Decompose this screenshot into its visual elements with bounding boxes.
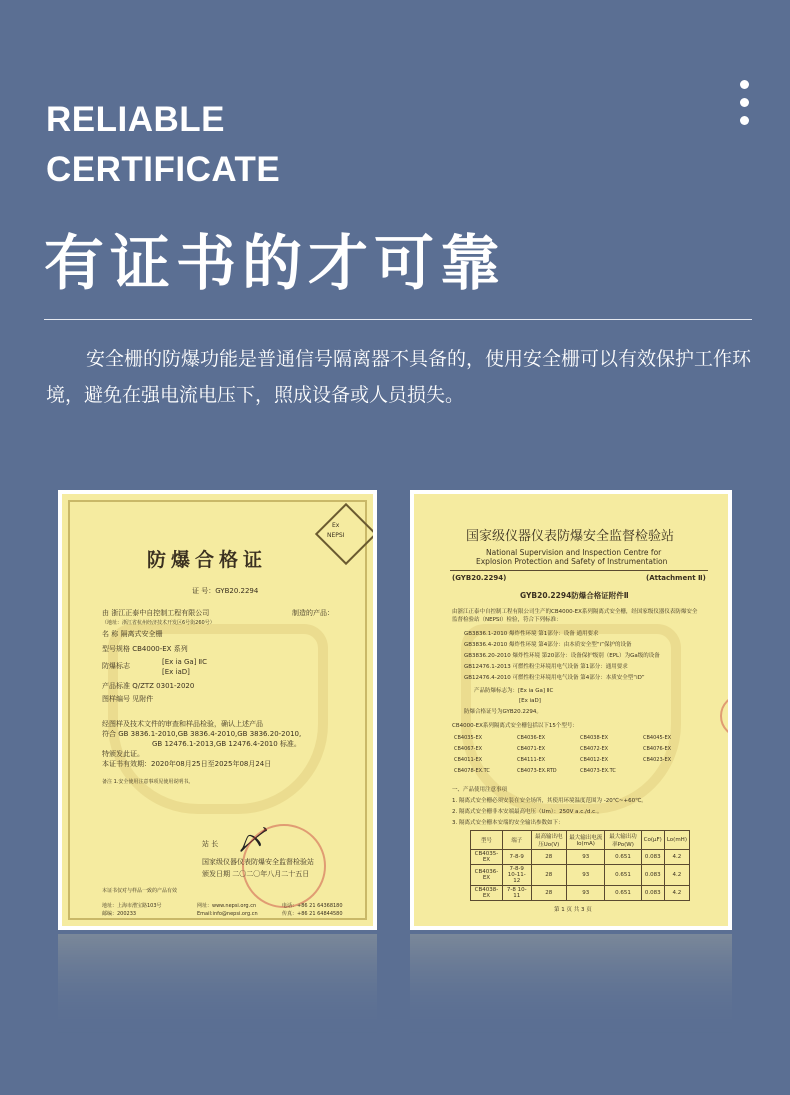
cert2-std-2: GB3836.4-2010 爆炸性环境 第4部分：由本质安全型“i”保护的设备 (464, 642, 632, 648)
cert1-address: （地址：浙江省杭州经济技术开发区6号街260号） (102, 620, 215, 626)
cert1-mark-label: 防爆标志 (102, 662, 130, 670)
table-cell: 7-8-9 (502, 850, 531, 865)
table-cell: 4.2 (664, 850, 689, 865)
table-header-cell: Lo(mH) (664, 831, 689, 850)
model-item: CB4012-EX (580, 757, 609, 763)
divider (44, 319, 752, 320)
table-cell: 93 (567, 886, 605, 901)
signature-icon: 〆 (237, 824, 266, 857)
cert2-title-en-1: National Supervision and Inspection Centre for (486, 548, 662, 557)
cert2-cert-line: 防爆合格证号为GYB20.2294。 (464, 709, 542, 715)
cert2-std-4: GB12476.1-2013 可燃性粉尘环境用电气设备 第1部分：通用要求 (464, 664, 628, 670)
description: 安全栅的防爆功能是普通信号隔离器不具备的，使用安全栅可以有效保护工作环境，避免在强电流电压下，照成设备或人员损失。 (46, 348, 752, 406)
cert1-mark-1: [Ex ia Ga] ⅡC (162, 658, 207, 666)
cert2-usage-title: 一、产品使用注意事项 (452, 787, 508, 793)
cert1-mark-2: [Ex iaD] (162, 668, 190, 676)
certificate-image-2 (410, 490, 732, 930)
table-cell: 28 (531, 865, 566, 886)
cert2-title-cn: 国家级仪器仪表防爆安全监督检验站 (466, 529, 675, 544)
page-title-cn: 有证书的才可靠 (44, 229, 506, 299)
cert2-std-3: GB3836.20-2010 爆炸性环境 第20部分：设备保护级别（EPL）为Ga级的设备 (464, 653, 660, 659)
cert1-postcode: 邮编：200233 (102, 911, 137, 917)
model-item: CB4076-EX (643, 746, 672, 752)
table-cell: 0.083 (641, 850, 664, 865)
table-cell: 0.083 (641, 886, 664, 901)
model-item: CB4073-EX.RTD (517, 768, 557, 774)
logo-ex: Ex (332, 522, 340, 529)
cert1-text-1: 经图样及技术文件的审查和样品检验，确认上述产品 (102, 720, 263, 728)
cert1-number: 证 号：GYB20.2294 (192, 587, 259, 595)
model-item: CB4045-EX (643, 735, 672, 741)
table-header-cell: 端子 (502, 831, 531, 850)
cert1-text-3: GB 12476.1-2013,GB 12476.4-2010 标准。 (152, 740, 301, 748)
logo-text: NEPSI (327, 532, 345, 539)
table-row (471, 886, 690, 901)
cert1-station-head: 站 长 (202, 840, 219, 848)
cert2-models-intro: CB4000-EX系列隔离式安全栅包括以下15个型号： (452, 723, 578, 729)
reflection-2 (410, 934, 732, 1034)
cert2-usage-1: 1. 隔离式安全栅必须安装在安全场所，其使用环境温度范围为 -20℃~+60℃。 (452, 798, 647, 804)
cert1-text-4: 特颁发此证。 (102, 750, 144, 758)
table-header-cell: 最大输出电流Io(mA) (567, 831, 605, 850)
model-item: CB4011-EX (454, 757, 483, 763)
cert2-attachment: (Attachment Ⅱ) (646, 574, 706, 582)
more-menu-icon[interactable] (738, 80, 752, 134)
cert2-marking-2: [Ex iaD] (519, 698, 541, 704)
table-cell: 0.651 (605, 886, 641, 901)
table-cell: 0.651 (605, 850, 641, 865)
certificate-image-1 (58, 490, 377, 930)
table-row (471, 865, 690, 886)
cert1-fax: 传真：+86 21 64844580 (282, 911, 343, 917)
cert1-standard: 产品标准 Q/ZTZ 0301-2020 (102, 682, 195, 690)
model-item: CB4067-EX (454, 746, 483, 752)
cert1-website: 网址：www.nepsi.org.cn (197, 903, 257, 909)
cert1-issue-date: 颁发日期 二〇二〇年八月二十五日 (202, 870, 310, 878)
table-cell: 0.651 (605, 865, 641, 886)
model-item: CB4023-EX (643, 757, 672, 763)
cert1-name: 名 称 隔离式安全栅 (102, 630, 163, 638)
table-cell: 93 (567, 865, 605, 886)
cert1-maker: 由 浙江正泰中自控制工程有限公司 (102, 609, 210, 617)
model-item: CB4073-EX.TC (580, 768, 616, 774)
cert1-product-label: 制造的产品： (292, 609, 334, 617)
reflection-1 (58, 934, 377, 1034)
cert2-std-1: GB3836.1-2010 爆炸性环境 第1部分：设备 通用要求 (464, 631, 599, 637)
table-header-cell: 型号 (471, 831, 503, 850)
model-item: CB4078-EX.TC (454, 768, 490, 774)
cert1-validity: 本证书有效期：2020年08月25日至2025年08月24日 (102, 760, 272, 768)
cert1-notes: 备注 1.安全使用注意事项见使用说明书。 (102, 779, 194, 785)
cert2-intro: 由浙江正泰中自控制工程有限公司生产的CB4000-EX系列隔离式安全栅，经国家级仪器仪表防爆安全监督检验站（NEPSI）检验，符合下列标准： (452, 609, 698, 623)
edge-stamp-icon (720, 694, 732, 738)
table-row (471, 850, 690, 865)
page-title-en (46, 95, 280, 195)
model-item: CB4036-EX (517, 735, 546, 741)
cert1-drawing: 图样编号 见附件 (102, 695, 154, 703)
model-item: CB4071-EX (517, 746, 546, 752)
table-cell: 28 (531, 886, 566, 901)
table-cell: 93 (567, 850, 605, 865)
cert1-title: 防爆合格证 (147, 549, 268, 571)
cert2-usage-2: 2. 隔离式安全栅非本安端最高电压（Um）：250V a.c./d.c.。 (452, 809, 603, 815)
cert2-marking-1: 产品防爆标志为：[Ex ia Ga] ⅡC (474, 688, 554, 694)
table-cell: CB4038-EX (471, 886, 503, 901)
table-cell: 4.2 (664, 865, 689, 886)
cert1-model: 型号规格 CB4000-EX 系列 (102, 645, 188, 653)
table-header-cell: Co(μF) (641, 831, 664, 850)
table-header-cell: 最大输出功率Po(W) (605, 831, 641, 850)
model-item: CB4038-EX (580, 735, 609, 741)
model-item: CB4111-EX (517, 757, 546, 763)
table-cell: 28 (531, 850, 566, 865)
cert2-ref: (GYB20.2294) (452, 574, 507, 582)
table-cell: CB4036-EX (471, 865, 503, 886)
cert2-title-en-2: Explosion Protection and Safety of Instrumentation (476, 557, 668, 566)
cert1-issuer: 国家级仪器仪表防爆安全监督检验站 (202, 858, 314, 866)
cert2-usage-3: 3. 隔离式安全栅本安端的安全输出参数如下： (452, 820, 564, 826)
cert1-address-footer: 地址：上海市漕宝路103号 (102, 903, 162, 909)
cert1-email: Email:info@nepsi.org.cn (197, 911, 258, 917)
model-item: CB4035-EX (454, 735, 483, 741)
cert2-page: 第 1 页 共 3 页 (554, 907, 592, 913)
cert1-text-2: 符合 GB 3836.1-2010,GB 3836.4-2010,GB 3836.20-2010, (102, 730, 302, 738)
model-item: CB4072-EX (580, 746, 609, 752)
table-cell: CB4035-EX (471, 850, 503, 865)
cert2-parameter-table (470, 830, 690, 901)
cert1-footer: 本证书仅对与样品一致的产品有效 (102, 888, 178, 894)
table-cell: 7-8 10-11 (502, 886, 531, 901)
cert2-std-5: GB12476.4-2010 可燃性粉尘环境用电气设备 第4部分：本质安全型“iD” (464, 675, 645, 681)
cert2-subtitle: GYB20.2294防爆合格证附件Ⅱ (520, 591, 629, 600)
table-header-cell: 最高输出电压Uo(V) (531, 831, 566, 850)
title-line-2: CERTIFICATE (46, 150, 281, 189)
table-cell: 7-8-9 10-11-12 (502, 865, 531, 886)
title-line-1: RELIABLE (46, 100, 225, 139)
table-cell: 4.2 (664, 886, 689, 901)
table-cell: 0.083 (641, 865, 664, 886)
cert1-phone: 电话：+86 21 64368180 (282, 903, 343, 909)
